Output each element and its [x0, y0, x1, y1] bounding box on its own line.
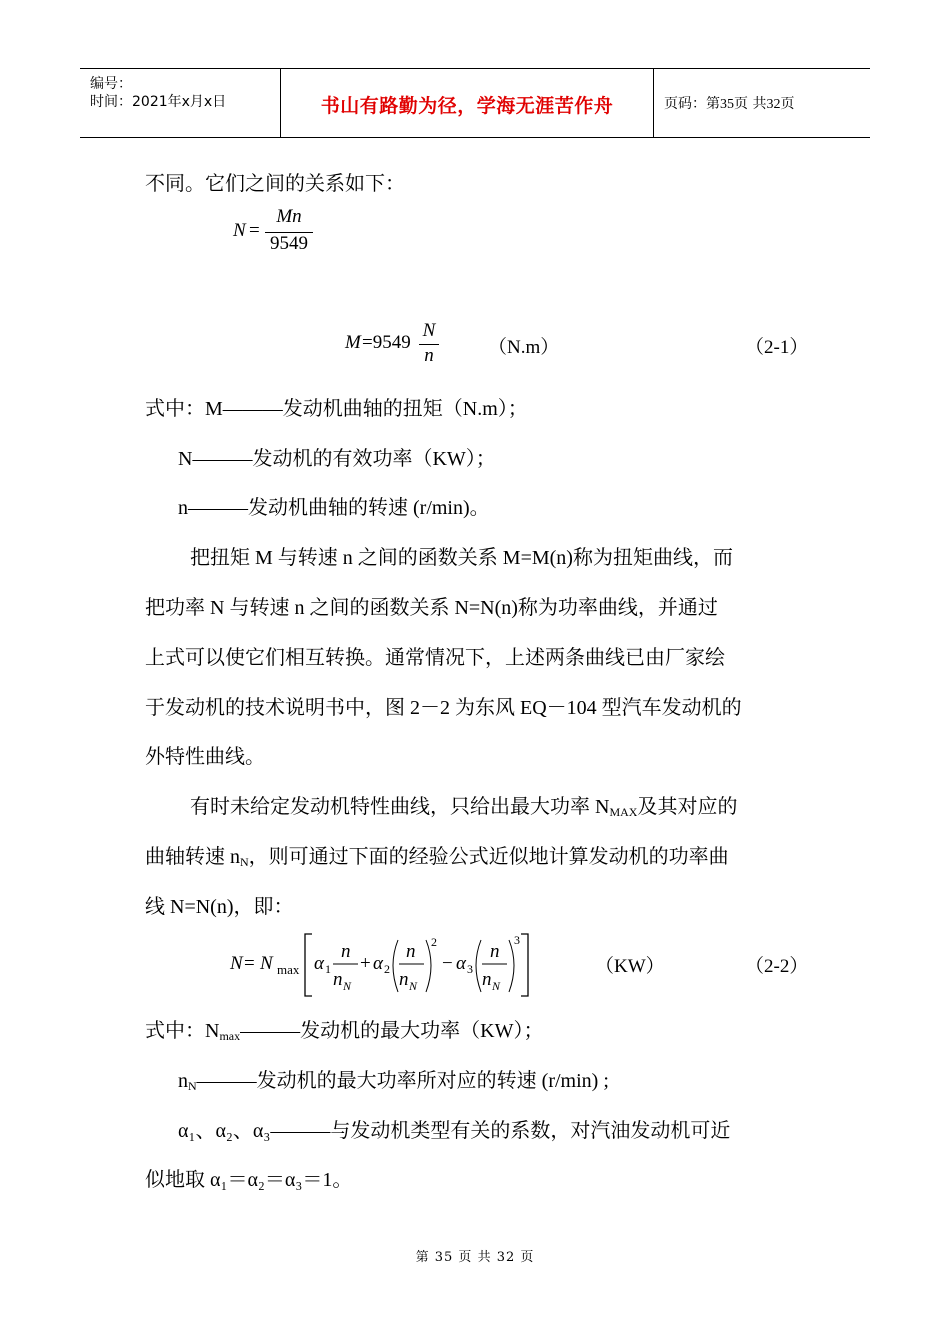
- eq-unit: （N.m）: [488, 337, 560, 358]
- page-footer: 第 35 页 共 32 页: [415, 1250, 535, 1265]
- eq-label: （2-1）: [745, 337, 809, 358]
- svg-text:2: 2: [384, 962, 390, 976]
- svg-text:+: +: [360, 953, 371, 974]
- text-line: N———发动机的有效功率（KW）；: [178, 448, 496, 470]
- svg-text:3: 3: [467, 962, 473, 976]
- svg-text:=: =: [244, 953, 255, 974]
- text-line: 式中：M———发动机曲轴的扭矩（N.m）；: [145, 398, 528, 420]
- eq-sign: =: [249, 220, 260, 241]
- svg-text:N: N: [230, 953, 243, 974]
- text-line: n———发动机曲轴的转速 (r/min)。: [178, 497, 490, 519]
- page-total: 32: [766, 97, 781, 112]
- page-header: [80, 68, 870, 138]
- eq-label: （2-2）: [745, 956, 809, 977]
- svg-text:3: 3: [514, 933, 520, 947]
- text-line: 线 N=N(n)，即：: [145, 896, 294, 918]
- svg-text:N: N: [260, 953, 273, 974]
- text-line: α₁、α₂、α₃———与发动机类型有关的系数，对汽油发动机可近: [178, 1120, 731, 1142]
- text-line: 外特性曲线。: [145, 746, 265, 768]
- fraction: [419, 320, 439, 372]
- numerator: Mn: [276, 206, 302, 227]
- numerator: N: [422, 320, 436, 341]
- eq-sign: =9549: [362, 332, 411, 353]
- text-line: 把功率 N 与转速 n 之间的函数关系 N=N(n)称为功率曲线，并通过: [145, 597, 718, 619]
- svg-text:2: 2: [431, 935, 437, 949]
- svg-text:α: α: [314, 953, 324, 974]
- text-line: 把扭矩 M 与转速 n 之间的函数关系 M=M(n)称为扭矩曲线，而: [190, 547, 733, 569]
- page-mid: 页 共: [734, 96, 767, 112]
- svg-text:max: max: [277, 962, 300, 977]
- motto: 书山有路勤为径，学海无涯苦作舟: [320, 95, 614, 117]
- svg-text:N: N: [492, 979, 501, 993]
- svg-text:N: N: [409, 979, 418, 993]
- equation-torque: [345, 320, 455, 372]
- text-line: [178, 1069, 609, 1093]
- subscript: max: [219, 1029, 241, 1043]
- text-line: [145, 1019, 543, 1043]
- text-span: ，则可通过下面的经验公式近似地计算发动机的功率曲: [248, 846, 729, 868]
- svg-text:α: α: [456, 953, 466, 974]
- code-label: 编号：: [90, 76, 132, 92]
- eq-lhs: M: [345, 332, 361, 353]
- header-meta: [80, 69, 281, 137]
- time-label: 时间：2021年x月x日: [90, 94, 227, 110]
- text-span: n: [178, 1070, 188, 1092]
- page-prefix: 页码：第: [664, 96, 720, 112]
- text-span: ———发动机的最大功率所对应的转速 (r/min) ;: [196, 1070, 609, 1092]
- subscript: N: [240, 855, 249, 869]
- svg-text:n: n: [482, 969, 492, 990]
- subscript: N: [188, 1079, 197, 1093]
- text-span: 及其对应的: [637, 796, 738, 818]
- svg-text:−: −: [442, 953, 453, 974]
- text-line: 上式可以使它们相互转换。通常情况下，上述两条曲线已由厂家绘: [145, 647, 725, 669]
- header-page-info: [664, 93, 794, 113]
- eq-lhs: N: [233, 220, 246, 241]
- svg-text:N: N: [343, 979, 352, 993]
- text-span: 有时未给定发动机特性曲线，只给出最大功率 N: [190, 796, 610, 818]
- svg-text:n: n: [490, 941, 500, 962]
- svg-text:α: α: [373, 953, 383, 974]
- text-line: [145, 845, 729, 869]
- svg-text:1: 1: [325, 962, 331, 976]
- equation-power: [233, 206, 323, 262]
- eq-unit: （KW）: [595, 956, 665, 977]
- svg-text:n: n: [399, 969, 409, 990]
- equation-power-curve: [228, 928, 538, 1000]
- text-span: ———发动机的最大功率（KW）；: [240, 1020, 544, 1042]
- text-line: 于发动机的技术说明书中，图 2－2 为东风 EQ－104 型汽车发动机的: [145, 697, 742, 719]
- text-line: [190, 795, 737, 819]
- header-motto-cell: [281, 69, 654, 137]
- subscript: MAX: [609, 805, 638, 819]
- page-current: 35: [720, 97, 734, 112]
- svg-text:n: n: [406, 941, 416, 962]
- text-line: 不同。它们之间的关系如下：: [145, 173, 405, 195]
- denominator: 9549: [270, 233, 308, 254]
- page-suffix: 页: [780, 96, 795, 112]
- svg-text:n: n: [333, 969, 343, 990]
- text-span: 曲轴转速 n: [145, 846, 240, 868]
- text-span: 式中：N: [145, 1020, 220, 1042]
- text-line: 似地取 α₁＝α₂＝α₃＝1。: [145, 1169, 353, 1191]
- fraction: [265, 206, 313, 262]
- svg-text:n: n: [341, 941, 351, 962]
- denominator: n: [424, 345, 434, 366]
